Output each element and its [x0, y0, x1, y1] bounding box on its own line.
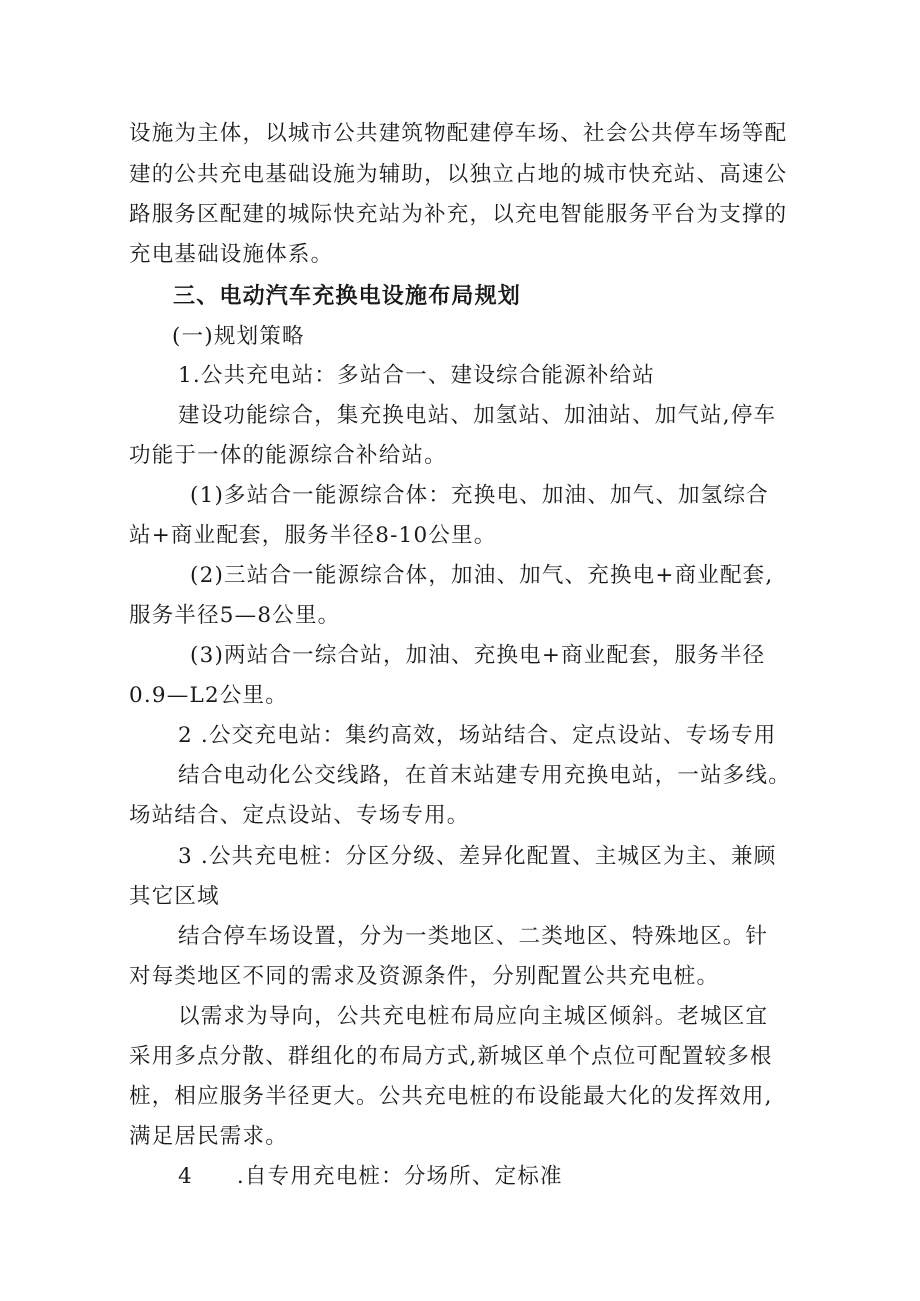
subsection-heading: (一)规划策略	[172, 324, 305, 349]
paragraph-line: 以需求为导向，公共充电桩布局应向主城区倾斜。老城区宜	[178, 1004, 769, 1029]
item-number: 4	[178, 1164, 193, 1189]
item-heading-text: .自专用充电桩：分场所、定标准	[236, 1164, 563, 1189]
list-item-line: 站+商业配套，服务半径8-10公里。	[129, 523, 497, 548]
list-item-line: 服务半径5—8公里。	[129, 603, 341, 628]
paragraph-line: 设施为主体，以城市公共建筑物配建停车场、社会公共停车场等配	[129, 121, 788, 146]
item-heading: 2 .公交充电站：集约高效，场站结合、定点设站、专场专用	[178, 723, 777, 748]
paragraph-line: 采用多点分散、群组化的布局方式,新城区单个点位可配置较多根	[129, 1044, 773, 1069]
paragraph-line: 桩，相应服务半径更大。公共充电桩的布设能最大化的发挥效用,	[129, 1084, 773, 1109]
item-heading: 其它区域	[129, 884, 220, 909]
item-heading: 3 .公共充电桩：分区分级、差异化配置、主城区为主、兼顾	[178, 844, 777, 869]
paragraph-line: 路服务区配建的城际快充站为补充，以充电智能服务平台为支撑的	[129, 202, 788, 227]
paragraph-line: 场站结合、定点设站、专场专用。	[129, 803, 470, 828]
paragraph-line: 建设功能综合，集充换电站、加氢站、加油站、加气站,停车	[178, 403, 777, 428]
item-heading	[0, 1162, 920, 1192]
paragraph-line: 建的公共充电基础设施为辅助，以独立占地的城市快充站、高速公	[129, 162, 788, 187]
list-item-line: 0.9—L2公里。	[129, 683, 288, 708]
paragraph-line: 对每类地区不同的需求及资源条件，分别配置公共充电桩。	[129, 964, 720, 989]
list-item-line: (1)多站合一能源综合体：充换电、加油、加气、加氢综合	[190, 483, 769, 508]
paragraph-line: 满足居民需求。	[129, 1124, 288, 1149]
paragraph-line: 结合电动化公交线路，在首末站建专用充换电站，一站多线。	[178, 763, 791, 788]
list-item-line: (3)两站合一综合站，加油、充换电+商业配套，服务半径	[190, 643, 766, 668]
list-item-line: (2)三站合一能源综合体，加油、加气、充换电+商业配套,	[190, 563, 774, 588]
section-heading: 三、电动汽车充换电设施布局规划	[173, 284, 522, 309]
paragraph-line: 结合停车场设置，分为一类地区、二类地区、特殊地区。针	[178, 924, 769, 949]
paragraph-line: 充电基础设施体系。	[129, 242, 334, 267]
paragraph-line: 功能于一体的能源综合补给站。	[129, 443, 447, 468]
item-heading: 1.公共充电站：多站合一、建设综合能源补给站	[178, 363, 655, 388]
